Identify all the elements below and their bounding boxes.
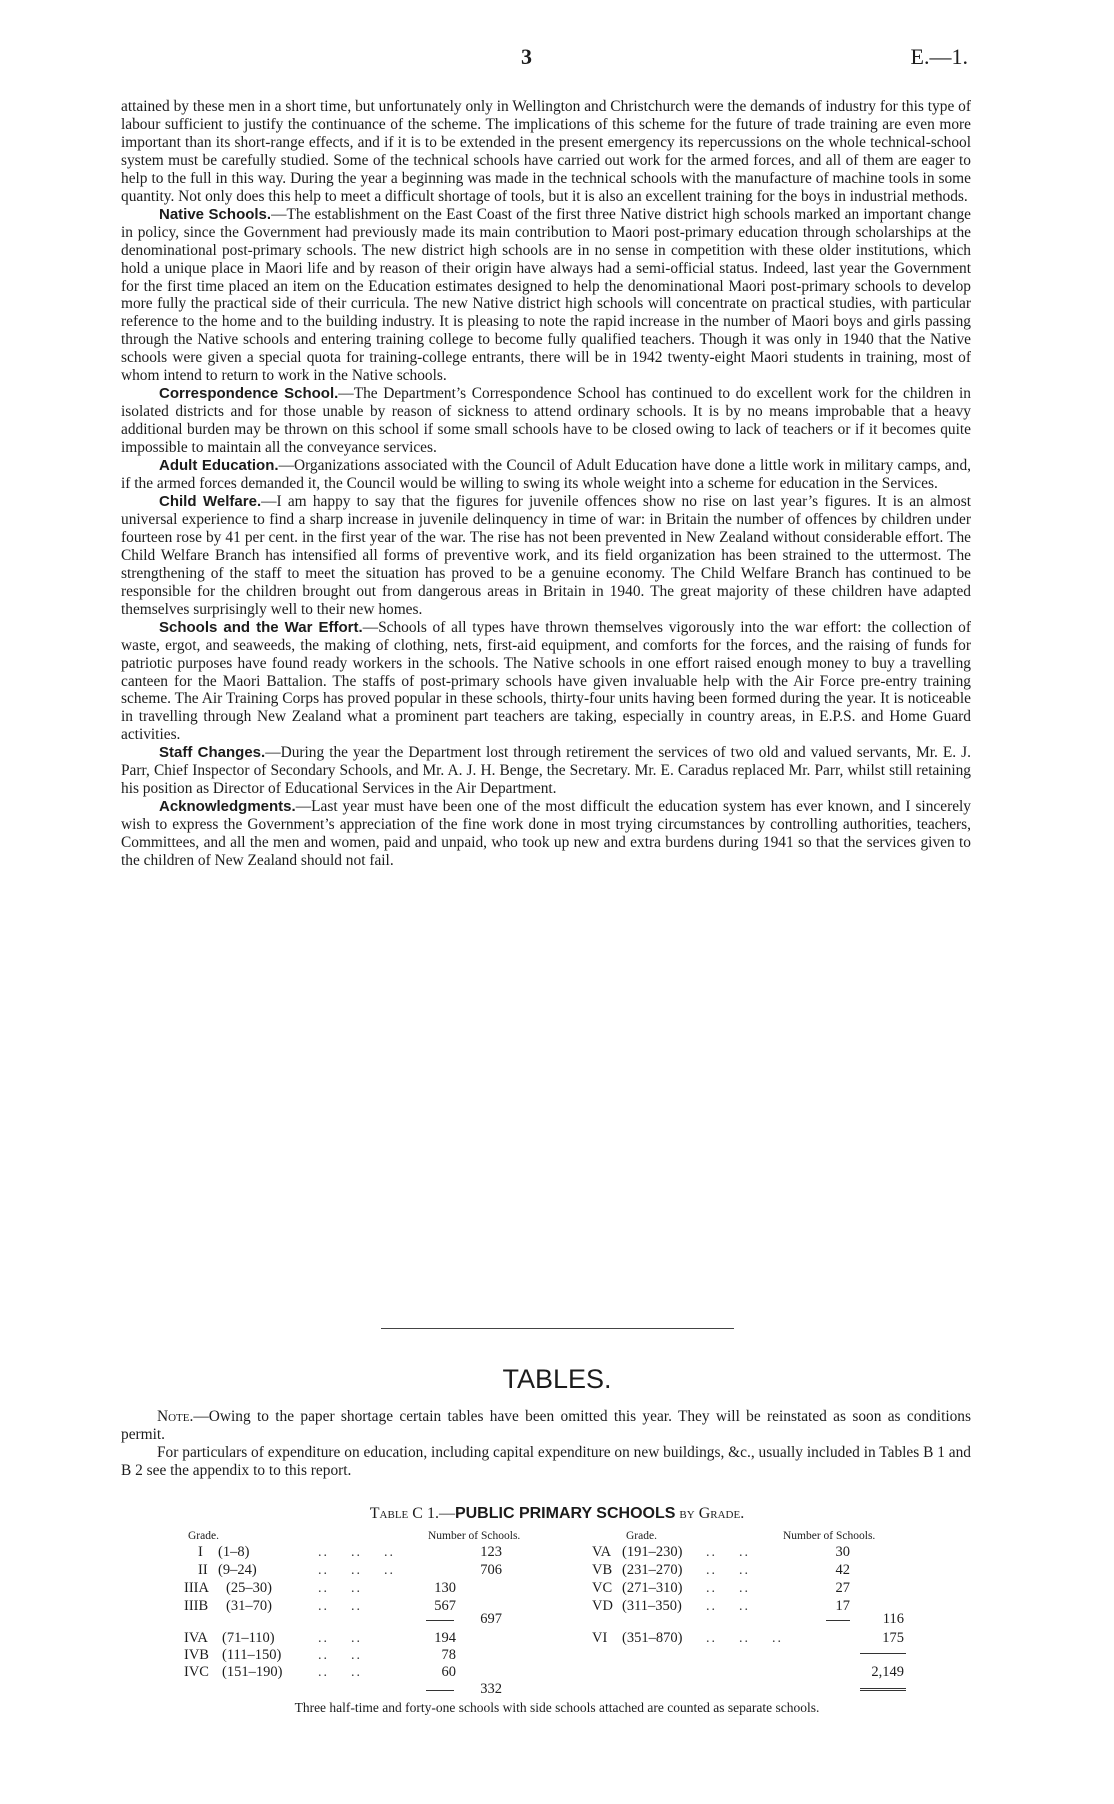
grade-count: 30 <box>835 1544 850 1560</box>
grade-count: 567 <box>434 1598 456 1614</box>
section-text: —The establishment on the East Coast of the first three Native district high schools marked an important change in policy, since the Government had previously made its main contribution to Maori post-primary education through scholarships at the denominational post-primary schools. The new district high schools are in no sense in competition with these older institutions, which hold a unique place in Maori life and by reason of their origin have always had a semi-official status. Indeed, last year the Government for the first time placed an item on the Education estimates designed to help the denominational Maori post-primary schools to develop more fully the practical side of their curricula. The new Native district high schools will concentrate on practical studies, with particular reference to the home and to the building industry. It is pleasing to note the rapid increase in the number of Maori boys and girls passing through the Native schools and entering training college to become fully qualified teachers. Though it was only in 1940 that the Native schools were given a special quota for training-college entrants, there will be in 1942 twenty-eight Maori students in training, most of whom intend to return to work in the Native schools. <box>121 205 972 385</box>
grade-count: 78 <box>441 1647 456 1663</box>
section-divider <box>381 1328 734 1329</box>
section-text: —The Department’s Correspondence School has continued to do excellent work for the children in isolated districts and for those unable by reason of sickness to attend ordinary schools. It is by no means improbable that a heavy additional burden may be thrown on this school if some small schools have to be closed owing to lack of teachers or if it becomes quite impossible to maintain all the conveyance services. <box>121 385 971 457</box>
section-native-schools <box>121 206 971 386</box>
grade-range: (271–310) <box>622 1580 683 1596</box>
grade-count: 60 <box>441 1664 456 1680</box>
leader-dots: .. .. <box>706 1599 750 1614</box>
section-child-welfare <box>121 493 971 619</box>
section-adult-education <box>121 457 971 493</box>
grade-count: 42 <box>835 1562 850 1578</box>
leader-dots: .. .. <box>318 1665 362 1680</box>
grade-range: (311–350) <box>622 1598 682 1614</box>
section-acknowledgments <box>121 798 971 870</box>
grade-label: IVA <box>184 1630 208 1646</box>
grade-range: (111–150) <box>222 1647 282 1663</box>
grand-total: 2,149 <box>871 1664 904 1680</box>
section-heading: Native Schools. <box>159 205 272 223</box>
table-footnote: Three half-time and forty-one schools with side schools attached are counted as separate schools. <box>294 1700 820 1715</box>
section-staff-changes <box>121 744 971 798</box>
leader-dots: .. .. <box>706 1545 750 1560</box>
section-heading: Adult Education. <box>159 457 279 475</box>
grade-label: VA <box>592 1544 612 1560</box>
grade-subtotal: 697 <box>480 1611 502 1627</box>
subtotal-rule <box>426 1620 454 1621</box>
section-text: —During the year the Department lost through retirement the services of two old and valued servants, Mr. E. J. Parr, Chief Inspector of Secondary Schools, and Mr. A. J. H. Benge, the Secretary. Mr. E. Caradus replaced Mr. Parr, whilst still retaining his position as Director of Educational Services in the Air Department. <box>121 744 971 798</box>
number-column-header-right: Number of Schools. <box>783 1530 876 1542</box>
report-code: E.—1. <box>910 44 968 69</box>
grade-label: VI <box>592 1630 608 1646</box>
grade-range: (191–230) <box>622 1544 683 1560</box>
grade-count: 194 <box>434 1630 456 1646</box>
table-caption <box>0 1505 1114 1523</box>
expenditure-paragraph: For particulars of expenditure on education, including capital expenditure on new buildings, &c., usually included in Tables B 1 and B 2 see the appendix to to this report. <box>121 1444 971 1479</box>
grade-range: (31–70) <box>226 1598 272 1614</box>
leader-dots: .. .. .. <box>318 1545 395 1560</box>
grade-range: (151–190) <box>222 1664 283 1680</box>
grade-count: 17 <box>835 1598 850 1614</box>
grade-label: IVC <box>184 1664 209 1680</box>
grade-count: 130 <box>434 1580 456 1596</box>
leader-dots: .. .. <box>318 1581 362 1596</box>
section-text: —Last year must have been one of the most difficult the education system has ever known, and I sincerely wish to express the Government’s appreciation of the fine work done in most trying circumstances by controlling authorities, teachers, Committees, and all the men and women, paid and unpaid, who took up new and extra burdens during 1941 so that the services given to the children of New Zealand should not fail. <box>121 798 971 870</box>
grade-subtotal: 706 <box>480 1562 502 1578</box>
leader-dots: .. .. <box>318 1648 362 1663</box>
grade-label: VB <box>592 1562 613 1578</box>
section-heading: Acknowledgments. <box>159 798 296 816</box>
section-heading: Schools and the War Effort. <box>159 618 363 636</box>
section-text: —Organizations associated with the Council of Adult Education have done a little work in military camps, and, if the armed forces demanded it, the Council would be willing to swing its whole weight into a scheme for education in the Services. <box>121 457 971 493</box>
grade-label: IIIA <box>184 1580 209 1596</box>
note-text: —Owing to the paper shortage certain tables have been omitted this year. They will be reinstated as soon as conditions permit. <box>121 1408 971 1443</box>
grade-label: IIIB <box>184 1598 209 1614</box>
grade-label: II <box>198 1562 208 1578</box>
grade-range: (9–24) <box>218 1562 257 1578</box>
note-paragraph <box>121 1408 971 1444</box>
report-body <box>121 98 971 870</box>
leader-dots: .. .. <box>706 1581 750 1596</box>
section-heading: Child Welfare. <box>159 492 262 510</box>
grade-count: 27 <box>835 1580 850 1596</box>
subtotal-rule <box>426 1690 454 1691</box>
total-double-rule <box>860 1688 906 1691</box>
grade-range: (25–30) <box>226 1580 272 1596</box>
number-column-header: Number of Schools. <box>428 1530 521 1542</box>
grade-range: (231–270) <box>622 1562 683 1578</box>
section-heading: Staff Changes. <box>159 744 266 762</box>
grade-range: (71–110) <box>222 1630 275 1646</box>
grade-label: I <box>198 1544 203 1560</box>
grade-column-header: Grade. <box>188 1530 219 1542</box>
grade-subtotal: 175 <box>882 1630 904 1646</box>
grade-subtotal: 116 <box>882 1611 904 1627</box>
leader-dots: .. .. .. <box>318 1563 395 1578</box>
page-header <box>0 44 1114 74</box>
grade-range: (1–8) <box>218 1544 250 1560</box>
tables-notes <box>121 1408 971 1480</box>
table-caption-title: PUBLIC PRIMARY SCHOOLS <box>454 1505 676 1522</box>
grade-label: VC <box>592 1580 613 1596</box>
grade-column-header-right: Grade. <box>626 1530 657 1542</box>
grade-subtotal: 332 <box>480 1681 502 1697</box>
leader-dots: .. .. <box>318 1631 362 1646</box>
grade-label: IVB <box>184 1647 209 1663</box>
leader-dots: .. .. <box>706 1563 750 1578</box>
section-war-effort <box>121 619 971 745</box>
intro-paragraph: attained by these men in a short time, but unfortunately only in Wellington and Christchurch were the demands of industry for this type of labour sufficient to justify the continuance of the scheme. The implications of this scheme for the future of trade training are even more important than its short-range effects, and if it is to be extended in the present emergency its repercussions on the whole technical-school system must be carefully studied. Some of the technical schools have carried out work for the armed forces, and all of them are eager to help to the full in this way. During the year a beginning was made in the technical schools with the manufacture of machine tools in some quantity. Not only does this help to meet a difficult shortage of tools, but it is also an excellent training for the boys in industrial methods. <box>121 98 971 205</box>
grade-label: VD <box>592 1598 613 1614</box>
grade-range: (351–870) <box>622 1630 683 1646</box>
table-caption-suffix: by Grade. <box>675 1505 745 1522</box>
tables-heading: TABLES. <box>502 1364 612 1394</box>
section-correspondence-school <box>121 385 971 457</box>
leader-dots: .. .. .. <box>706 1631 783 1646</box>
table-caption-prefix: Table C 1.— <box>369 1505 455 1522</box>
leader-dots: .. .. <box>318 1599 362 1614</box>
grade-subtotal: 123 <box>480 1544 502 1560</box>
total-rule <box>860 1653 906 1654</box>
note-label: Note. <box>157 1408 194 1425</box>
section-text: —Schools of all types have thrown themselves vigorously into the war effort: the collection of waste, ergot, and seaweeds, the making of clothing, nets, first-aid equipment, and comforts for the forces, and the raising of funds for patriotic purposes have found ready workers in the schools. The Native schools in one effort raised enough money to buy a travelling canteen for the Maori Battalion. The staffs of post-primary schools have given invaluable help with the Air Force pre-entry training scheme. The Air Training Corps has proved popular in these schools, thirty-four units having been formed during the year. It is noticeable in travelling through New Zealand what a prominent part teachers are taking, especially in country areas, in E.P.S. and Home Guard activities. <box>121 618 971 744</box>
subtotal-rule <box>826 1620 850 1621</box>
section-text: —I am happy to say that the figures for juvenile offences show no rise on last year’s figures. It is an almost universal experience to find a sharp increase in juvenile delinquency in time of war: in Britain the number of offences by children under fourteen rose by 41 per cent. in the first year of the war. The rise has not been prevented in New Zealand without considerable effort. The Child Welfare Branch has intensified all forms of preventive work, and its field organization has been strained to the uttermost. The strengthening of the staff to meet the situation has proved to be a genuine economy. The Child Welfare Branch has continued to be responsible for the children brought out from dangerous areas in Britain in 1940. The great majority of these children have adapted themselves surprisingly well to their new homes. <box>121 492 971 618</box>
page-number: 3 <box>521 44 532 69</box>
section-heading: Correspondence School. <box>159 385 339 403</box>
